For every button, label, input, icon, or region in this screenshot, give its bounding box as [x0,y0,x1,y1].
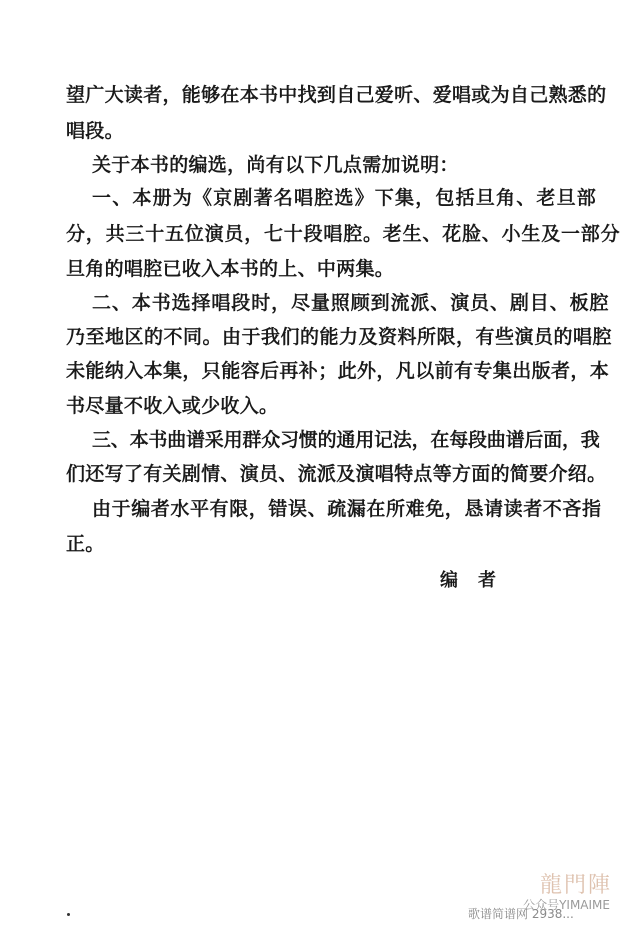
text-line-7: 二、本书选择唱段时，尽量照顾到流派、演员、剧目、板腔 [92,292,610,314]
text-line-8: 乃至地区的不同。由于我们的能力及资料所限，有些演员的唱腔 [66,326,613,348]
text-line-11: 三、本书曲谱采用群众习惯的通用记法，在每段曲谱后面，我 [92,429,600,451]
text-line-5: 分，共三十五位演员，七十段唱腔。老生、花脸、小生及一部分 [66,223,620,245]
text-line-3: 关于本书的编选，尚有以下几点需加说明： [92,154,459,176]
text-line-13: 由于编者水平有限，错误、疏漏在所难免，恳请读者不吝指 [92,498,602,520]
watermark-site: 公众号YIMAIME [523,898,610,912]
watermark-footer: 歌谱简谱网 2938... [468,907,574,921]
scan-speck [67,913,70,916]
text-line-12: 们还写了有关剧情、演员、流派及演唱特点等方面的简要介绍。 [66,463,607,485]
text-line-2: 唱段。 [66,120,124,142]
text-line-6: 旦角的唱腔已收入本书的上、中两集。 [66,258,395,280]
text-line-1: 望广大读者，能够在本书中找到自己爱听、爱唱或为自己熟悉的 [66,84,607,106]
text-line-9: 未能纳入本集，只能容后再补；此外，凡以前有专集出版者，本 [66,360,610,382]
text-line-14: 正。 [66,533,105,555]
text-line-4: 一、本册为《京剧著名唱腔选》下集，包括旦角、老旦部 [92,187,598,209]
text-line-10: 书尽量不收入或少收入。 [66,395,279,417]
signature-editor: 编者 [440,570,516,591]
watermark-brand: 龍門陣 [539,873,612,898]
